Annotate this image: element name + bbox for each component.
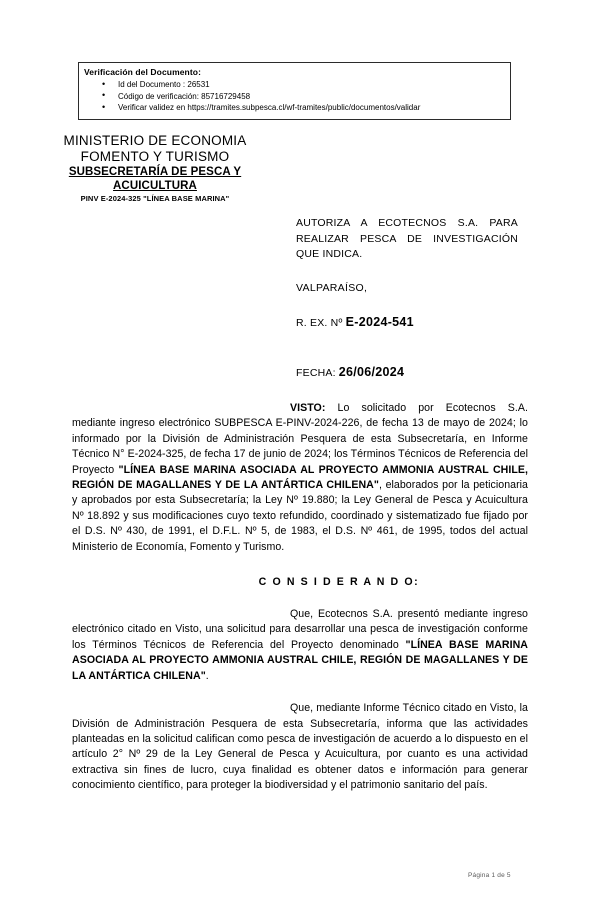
resolution-value: E-2024-541 bbox=[345, 315, 414, 329]
ministry-line-1: MINISTERIO DE ECONOMIA bbox=[63, 133, 247, 148]
date-value: 26/06/2024 bbox=[338, 365, 405, 379]
considerando-2-text: Que, mediante Informe Técnico citado en Visto, la División de Administración Pesquera de esta Subsecretaría, informa que las actividades planteadas en la solicitud califican como pesca de investigación de acuerdo a lo dispuesto en el artículo 2° Nº 29 de la Ley General de Pesca y Acuicultura, por cuanto es una actividad extractiva sin fines de lucro, cuya finalidad es obtener datos e información para generar conocimiento científico, para proteger la biodiversidad y el patrimonio sanitario del país. bbox=[72, 702, 528, 792]
paragraph-gap bbox=[72, 684, 528, 701]
city-line: VALPARAÍSO, bbox=[296, 282, 368, 294]
visto-text-2: , elaborados por la peticionaria y aprobados por esta Subsecretaría; la Ley Nº 19.880; la Ley General de Pesca y Acuicultura Nº 18.892 y sus modificaciones cuyo texto refundido, coordinado y sistematizado fue fijado por el D.S. Nº 430, de 1991, el D.F.L. Nº 5, de 1983, el D.S. Nº 461, de 1995, todos del actual Ministerio de Economía, Fomento y Turismo. bbox=[72, 479, 528, 553]
verification-title: Verificación del Documento: bbox=[84, 67, 202, 77]
considerando-paragraph-2 bbox=[72, 701, 528, 793]
visto-paragraph bbox=[72, 401, 528, 555]
ministry-line-2: FOMENTO Y TURISMO bbox=[80, 148, 230, 164]
list-item: • Verificar validez en https://tramites.subpesca.cl/wf-tramites/public/documentos/validar bbox=[84, 102, 505, 114]
page-number-footer: Página 1 de 5 bbox=[468, 872, 511, 879]
visto-label: VISTO: bbox=[290, 402, 326, 414]
resolution-number-line bbox=[296, 315, 414, 329]
letterhead bbox=[30, 133, 280, 204]
resolution-label: R. EX. Nº bbox=[296, 317, 343, 329]
date-label: FECHA: bbox=[296, 367, 336, 379]
date-line bbox=[296, 365, 404, 379]
document-body bbox=[72, 401, 528, 794]
visto-project-title: "LÍNEA BASE MARINA ASOCIADA AL PROYECTO AMMONIA AUSTRAL CHILE, REGIÓN DE MAGALLANES Y DE LA ANTÁRTICA CHILENA" bbox=[72, 463, 528, 492]
considerando-1-text-1: Que, Ecotecnos S.A. presentó mediante ingreso electrónico citado en Visto, una solicitud para desarrollar una pesca de investigación conforme los Términos Técnicos de Referencia del Proyecto denominado bbox=[72, 608, 528, 651]
visto-text-1: Lo solicitado por Ecotecnos S.A. mediante ingreso electrónico SUBPESCA E-PINV-2024-226, de fecha 13 de mayo de 2024; lo informado por la División de Administración Pesquera de esta Subsecretaría, en Informe Técnico N° E-2024-325, de fecha 17 de junio de 2024; los Términos Técnicos de Referencia del Proyecto bbox=[72, 402, 528, 476]
list-item: • Id del Documento : 26531 bbox=[84, 79, 505, 91]
project-code-subtitle: PINV E-2024-325 "LÍNEA BASE MARINA" bbox=[80, 194, 230, 203]
considerando-heading: C O N S I D E R A N D O: bbox=[258, 576, 420, 589]
subject-block: AUTORIZA A ECOTECNOS S.A. PARA REALIZAR PESCA DE INVESTIGACIÓN QUE INDICA. bbox=[296, 217, 518, 260]
subsecretaria-line-1: SUBSECRETARÍA DE PESCA Y bbox=[68, 166, 242, 178]
list-item: • Código de verificación: 85716729458 bbox=[84, 91, 505, 103]
considerando-1-text-2: . bbox=[205, 669, 209, 682]
subsecretaria-line-2: ACUICULTURA bbox=[113, 180, 197, 192]
verification-list bbox=[84, 79, 505, 114]
verification-box bbox=[78, 62, 511, 120]
considerando-1-project-title: "LÍNEA BASE MARINA ASOCIADA AL PROYECTO AMMONIA AUSTRAL CHILE, REGIÓN DE MAGALLANES Y DE LA ANTÁRTICA CHILENA" bbox=[72, 638, 529, 682]
considerando-paragraph-1 bbox=[72, 607, 528, 684]
